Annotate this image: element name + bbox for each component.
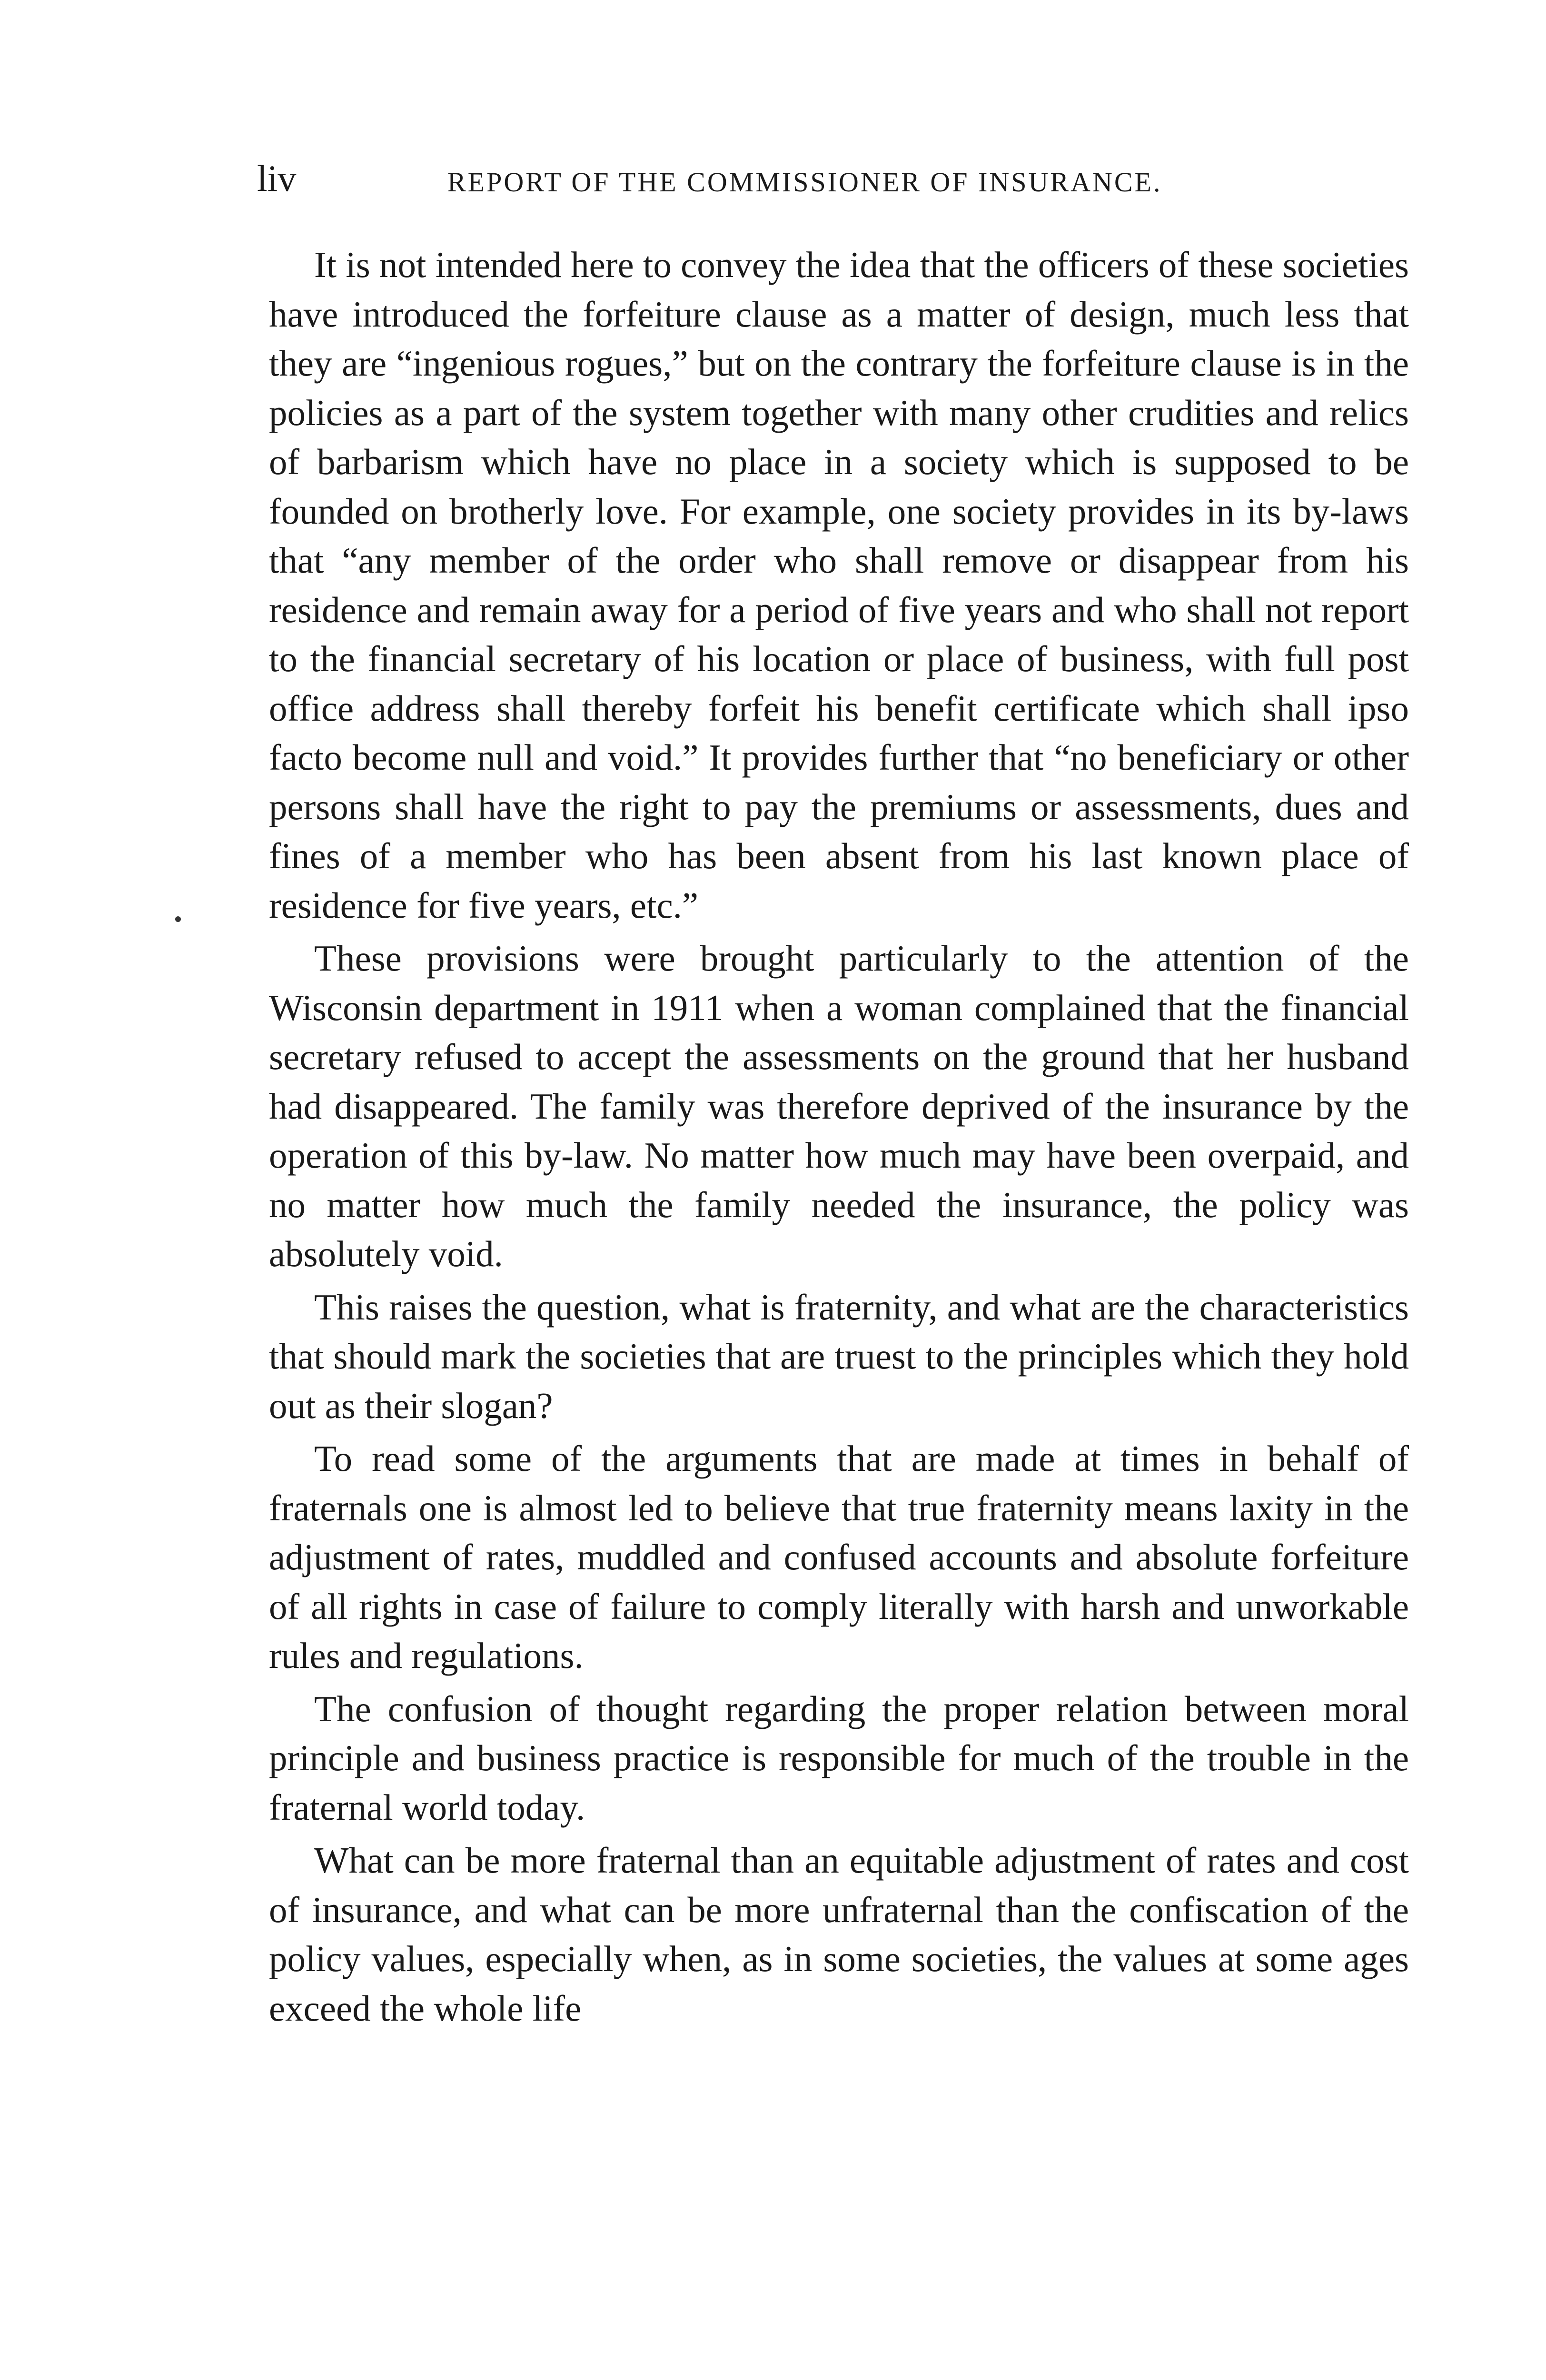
page-number: liv: [257, 158, 297, 199]
body-text: [269, 240, 1409, 2037]
paragraph: This raises the question, what is fraternity, and what are the characteristics that should mark the societies that are truest to the principles which they hold out as their slogan?: [269, 1286, 1409, 1426]
running-title: REPORT OF THE COMMISSIONER OF INSURANCE.: [447, 167, 1162, 198]
paragraph: These provisions were brought particularly to the attention of the Wisconsin department in 1911 when a woman complained that the financial secretary refused to accept the assessments on the ground that her husband had disappeared. The family was therefore deprived of the insurance by the operation of this by-law. No matter how much may have been overpaid, and no matter how much the family needed the insurance, the policy was absolutely void.: [269, 938, 1409, 1274]
paragraph: What can be more fraternal than an equitable adjustment of rates and cost of insurance, and what can be more unfraternal than the confiscation of the policy values, especially when, as in some societies, the values at some ages exceed the whole life: [269, 1840, 1409, 2029]
paragraph: It is not intended here to convey the idea that the officers of these societies have introduced the forfeiture clause as a matter of design, much less that they are “ingenious rogues,” but on the contrary the forfeiture clause is in the policies as a part of the system together with many other crudities and relics of barbarism which have no place in a society which is supposed to be founded on brotherly love. For example, one society provides in its by-laws that “any member of the order who shall remove or disappear from his residence and remain away for a period of five years and who shall not report to the financial secretary of his location or place of business, with full post office address shall thereby forfeit his benefit certificate which shall ipso facto become null and void.” It provides further that “no beneficiary or other persons shall have the right to pay the premiums or assessments, dues and fines of a member who has been absent from his last known place of residence for five years, etc.”: [269, 244, 1409, 926]
margin-speck: [175, 916, 181, 922]
paragraph: The confusion of thought regarding the proper relation between moral principle and business practice is responsible for much of the trouble in the fraternal world today.: [269, 1688, 1409, 1828]
paragraph: To read some of the arguments that are made at times in behalf of fraternals one is almost led to believe that true fraternity means laxity in the adjustment of rates, muddled and confused accounts and absolute forfeiture of all rights in case of failure to comply literally with harsh and unworkable rules and regulations.: [269, 1438, 1409, 1676]
page-header: [257, 157, 1409, 200]
